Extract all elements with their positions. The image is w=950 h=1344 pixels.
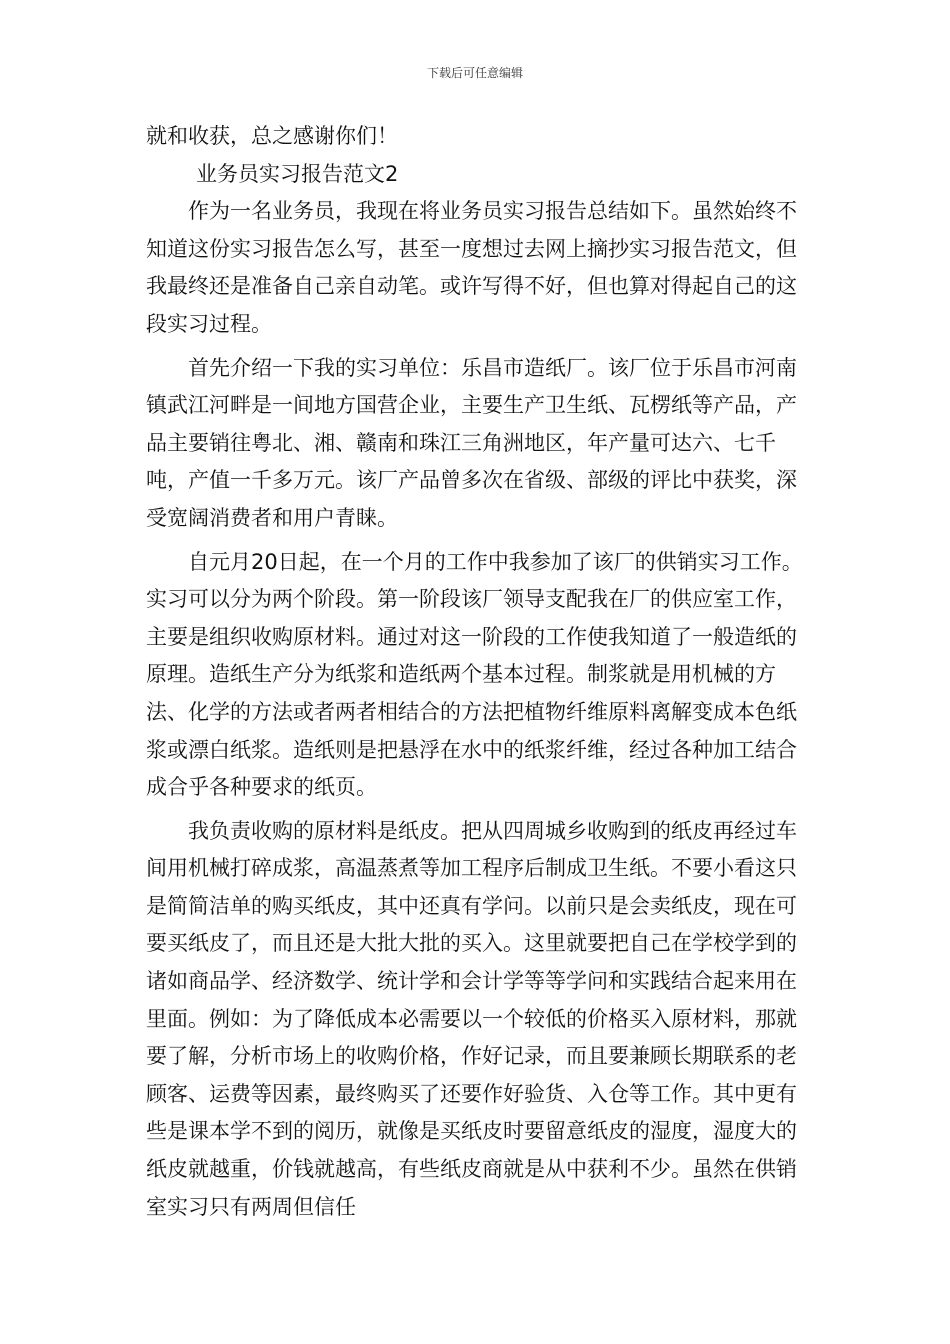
paragraph-company: 首先介绍一下我的实习单位：乐昌市造纸厂。该厂位于乐昌市河南镇武江河畔是一间地方国营企业，主要生产卫生纸、瓦楞纸等产品，产品主要销往粤北、湘、赣南和珠江三角洲地区，年产量可达六、七千吨，产值一千多万元。该厂产品曾多次在省级、部级的评比中获奖，深受宽阔消费者和用户青睐。 <box>146 355 797 530</box>
continuation-line: 就和收获，总之感谢你们！ <box>146 124 398 148</box>
paragraph-internship: 自元月20日起，在一个月的工作中我参加了该厂的供销实习工作。实习可以分为两个阶段。第一阶段该厂领导支配我在厂的供应室工作，主要是组织收购原材料。通过对这一阶段的工作使我知道了一般造纸的原理。造纸生产分为纸浆和造纸两个基本过程。制浆就是用机械的方法、化学的方法或者两者相结合的方法把植物纤维原料离解变成本色纸浆或漂白纸浆。造纸则是把悬浮在水中的纸浆纤维，经过各种加工结合成合乎各种要求的纸页。 <box>146 549 803 800</box>
section-title: 业务员实习报告范文2 <box>196 161 399 186</box>
document-body <box>146 118 806 1226</box>
paragraph-intro: 作为一名业务员，我现在将业务员实习报告总结如下。虽然始终不知道这份实习报告怎么写，甚至一度想过去网上摘抄实习报告范文，但我最终还是准备自己亲自动笔。或许写得不好，但也算对得起自己的这段实习过程。 <box>146 199 797 336</box>
page-header: 下载后可任意编辑 <box>426 66 523 80</box>
paragraph-purchasing: 我负责收购的原材料是纸皮。把从四周城乡收购到的纸皮再经过车间用机械打碎成浆，高温蒸煮等加工程序后制成卫生纸。不要小看这只是简简洁单的购买纸皮，其中还真有学问。以前只是会卖纸皮，现在可要买纸皮了，而且还是大批大批的买入。这里就要把自己在学校学到的诸如商品学、经济数学、统计学和会计学等等学问和实践结合起来用在里面。例如：为了降低成本必需要以一个较低的价格买入原材料，那就要了解，分析市场上的收购价格，作好记录，而且要兼顾长期联系的老顾客、运费等因素，最终购买了还要作好验货、入仓等工作。其中更有些是课本学不到的阅历，就像是买纸皮时要留意纸皮的湿度，湿度大的纸皮就越重，价钱就越高，有些纸皮商就是从中获利不少。虽然在供销室实习只有两周但信任 <box>146 818 797 1219</box>
